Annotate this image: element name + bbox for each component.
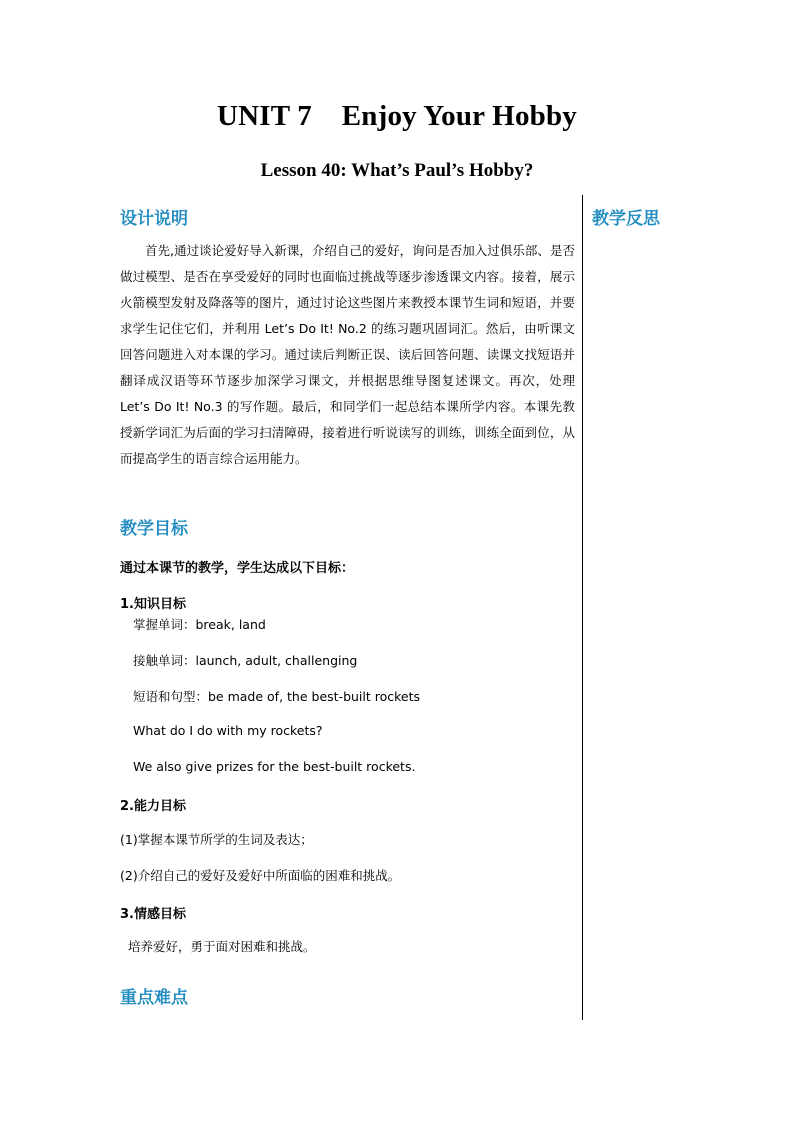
emotion-heading: 3.情感目标: [120, 907, 186, 922]
ability-heading: 2.能力目标: [120, 799, 186, 814]
ability-line: (2)介绍自己的爱好及爱好中所面临的困难和挑战。: [120, 868, 401, 883]
ability-line: (1)掌握本课节所学的生词及表达；: [120, 832, 313, 847]
unit-title: UNIT 7 Enjoy Your Hobby: [216, 100, 577, 132]
lesson-title: Lesson 40: What’s Paul’s Hobby?: [260, 160, 534, 181]
knowledge-line: 掌握单词：break, land: [133, 617, 266, 632]
key-points-heading: 重点难点: [120, 988, 188, 1008]
goals-intro: 通过本课节的教学，学生达成以下目标：: [120, 561, 355, 576]
design-paragraph: 首先,通过谈论爱好导入新课，介绍自己的爱好，询问是否加入过俱乐部、是否做过模型、是否在享受爱好的同时也面临过挑战等逐步渗透课文内容。接着，展示火箭模型发射及降落等的图片，通过讨论这些图片来教授本课节生词和短语，并要求学生记住它们，并利用 Let’s Do It! No.2 的练习题巩固词汇。然后，由听课文回答问题进入对本课的学习。通过读后判断正误、读后回答问题、读课文找短语并翻译成汉语等环节逐步加深学习课文，并根据思维导图复述课文。再次，处理 Let’s Do It! No.3 的写作题。最后，和同学们一起总结本课所学内容。本课先教授新学词汇为后面的学习扫清障碍，接着进行听说读写的训练，训练全面到位，从而提高学生的语言综合运用能力。: [120, 243, 575, 466]
knowledge-line: What do I do with my rockets?: [133, 723, 323, 738]
reflection-heading: 教学反思: [592, 209, 660, 229]
column-divider: [582, 195, 583, 1020]
knowledge-heading: 1.知识目标: [120, 597, 186, 612]
emotion-line: 培养爱好，勇于面对困难和挑战。: [128, 939, 316, 954]
knowledge-line: We also give prizes for the best-built rockets.: [133, 759, 416, 774]
knowledge-line: 接触单词：launch, adult, challenging: [133, 653, 358, 668]
goals-heading: 教学目标: [120, 519, 188, 539]
knowledge-line: 短语和句型：be made of, the best-built rockets: [133, 689, 421, 704]
design-heading: 设计说明: [120, 209, 188, 229]
